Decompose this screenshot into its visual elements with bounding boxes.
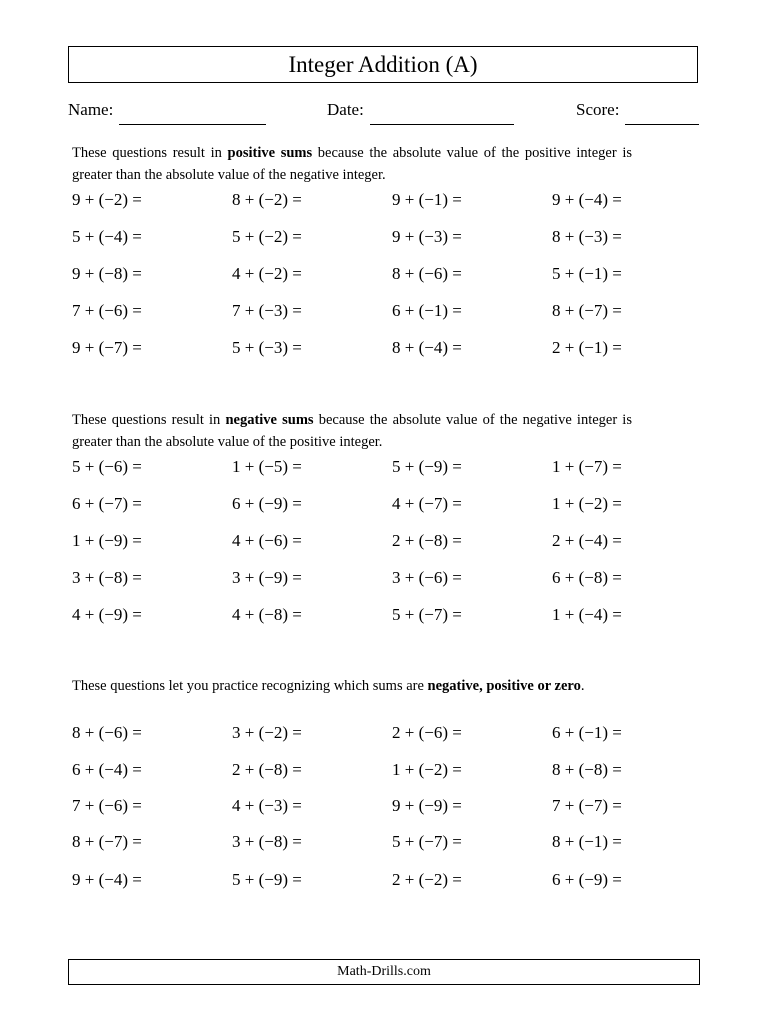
problem: 7 + (−6) = [72,301,142,320]
instructions-text: because the absolute value of the positive integer is greater than the absolute value of the negative integer. [72,145,632,183]
footer-box [68,959,700,985]
problem: 4 + (−7) = [392,494,462,513]
section-positive-sums [72,142,672,357]
problem: 6 + (−9) = [552,870,622,889]
problem: 3 + (−6) = [392,568,462,587]
name-label: Name: [68,100,114,119]
problem: 3 + (−9) = [232,568,302,587]
problem: 8 + (−6) = [72,723,142,742]
problem: 9 + (−1) = [392,190,462,209]
footer-text: Math-Drills.com [337,964,431,979]
instructions-text: These questions result in [72,145,228,161]
problem: 7 + (−7) = [552,796,622,815]
problem: 5 + (−9) = [232,870,302,889]
problem: 6 + (−1) = [552,723,622,742]
instructions-text: These questions let you practice recognizing which sums are [72,678,428,694]
section-instructions [72,675,632,697]
problem: 4 + (−9) = [72,605,142,624]
name-field-group [68,100,266,125]
problem: 1 + (−2) = [552,494,622,513]
problem: 6 + (−8) = [552,568,622,587]
problem: 3 + (−8) = [72,568,142,587]
score-blank-line[interactable] [625,100,699,125]
problem: 8 + (−2) = [232,190,302,209]
problem: 5 + (−3) = [232,338,302,357]
problem: 2 + (−8) = [392,531,462,550]
problem: 8 + (−7) = [72,832,142,851]
problem: 4 + (−8) = [232,605,302,624]
problem: 3 + (−2) = [232,723,302,742]
problem: 2 + (−6) = [392,723,462,742]
problem: 9 + (−7) = [72,338,142,357]
problem: 9 + (−4) = [552,190,622,209]
instructions-text: . [580,678,585,694]
instructions-emphasis: negative sums [225,412,314,428]
problem: 9 + (−8) = [72,264,142,283]
problem: 1 + (−7) = [552,457,622,476]
date-blank-line[interactable] [370,100,514,125]
date-field-group [327,100,514,125]
problem: 5 + (−7) = [392,605,462,624]
student-info-row [68,100,700,128]
instructions-emphasis: negative, positive or zero [427,678,581,694]
problem: 5 + (−4) = [72,227,142,246]
problem: 9 + (−3) = [392,227,462,246]
problem: 2 + (−2) = [392,870,462,889]
problem: 7 + (−3) = [232,301,302,320]
score-label: Score: [576,100,620,119]
problem: 4 + (−2) = [232,264,302,283]
problem: 2 + (−1) = [552,338,622,357]
problem: 8 + (−1) = [552,832,622,851]
problem: 3 + (−8) = [232,832,302,851]
problem: 5 + (−2) = [232,227,302,246]
worksheet-title: Integer Addition (A) [288,51,478,77]
problem: 6 + (−7) = [72,494,142,513]
problem: 2 + (−4) = [552,531,622,550]
problem: 7 + (−6) = [72,796,142,815]
problem: 1 + (−9) = [72,531,142,550]
problem: 8 + (−8) = [552,760,622,779]
problem: 9 + (−2) = [72,190,142,209]
problem: 1 + (−5) = [232,457,302,476]
problem: 9 + (−9) = [392,796,462,815]
problem: 5 + (−9) = [392,457,462,476]
problem: 1 + (−2) = [392,760,462,779]
section-negative-sums [72,409,672,624]
problem: 6 + (−4) = [72,760,142,779]
problem: 6 + (−1) = [392,301,462,320]
section-instructions [72,409,632,453]
score-field-group [576,100,699,125]
problem: 8 + (−4) = [392,338,462,357]
instructions-emphasis: positive sums [227,145,313,161]
problem: 8 + (−7) = [552,301,622,320]
problem: 5 + (−7) = [392,832,462,851]
problem: 6 + (−9) = [232,494,302,513]
problem: 5 + (−6) = [72,457,142,476]
worksheet-title-box [68,46,698,83]
instructions-text: because the absolute value of the negative integer is greater than the absolute value of the positive integer. [72,412,632,450]
problem: 8 + (−3) = [552,227,622,246]
problem: 4 + (−6) = [232,531,302,550]
instructions-text: These questions result in [72,412,226,428]
problem: 5 + (−1) = [552,264,622,283]
problem: 9 + (−4) = [72,870,142,889]
problem: 4 + (−3) = [232,796,302,815]
problem: 2 + (−8) = [232,760,302,779]
problem: 1 + (−4) = [552,605,622,624]
problem: 8 + (−6) = [392,264,462,283]
section-mixed-sums [72,675,672,889]
date-label: Date: [327,100,364,119]
section-instructions [72,142,632,186]
name-blank-line[interactable] [119,100,266,125]
